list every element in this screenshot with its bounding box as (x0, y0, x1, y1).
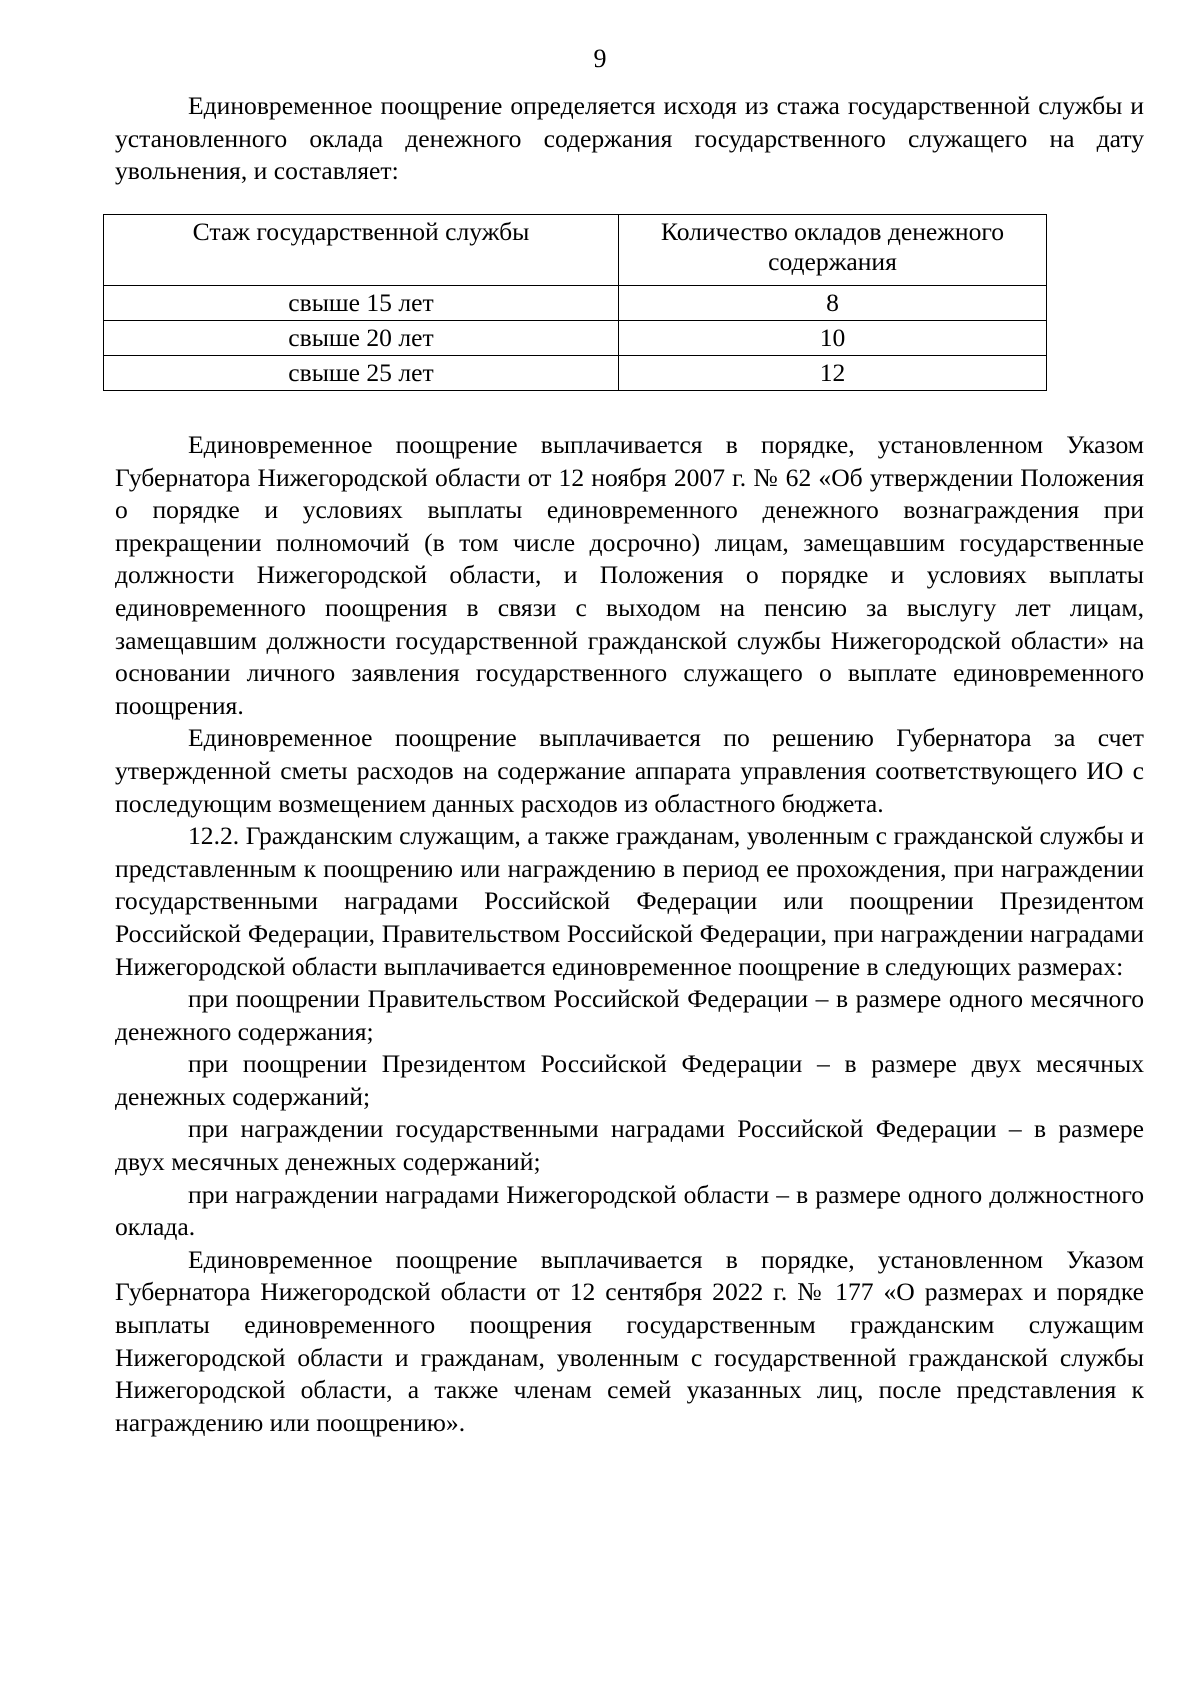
list-item: при награждении наградами Нижегородской области – в размере одного должностного оклада. (115, 1179, 1144, 1242)
salary-count-cell: 8 (619, 286, 1047, 321)
section-12-2-paragraph: 12.2. Гражданским служащим, а также гражданам, уволенным с гражданской службы и представленным к поощрению или награждению в период ее прохождения, при награждении государственными наградами Российской Федерации или поощрении Президентом Российской Федерации, Правительством Российской Федерации, при награждении наградами Нижегородской области выплачивается единовременное поощрение в следующих размерах: (115, 821, 1144, 981)
table-row (104, 356, 1047, 391)
salary-count-cell: 12 (619, 356, 1047, 391)
service-length-cell: свыше 20 лет (104, 321, 619, 356)
decree-2022-paragraph: Единовременное поощрение выплачивается в порядке, установленном Указом Губернатора Нижегородской области от 12 сентября 2022 г. № 177 «О размерах и порядке выплаты единовременного поощрения государственным гражданским служащим Нижегородской области и гражданам, уволенным с государственной гражданской службы Нижегородской области, а также членам семей указанных лиц, после представления к награждению или поощрению». (115, 1244, 1144, 1437)
service-length-cell: свыше 15 лет (104, 286, 619, 321)
payment-source-paragraph: Единовременное поощрение выплачивается по решению Губернатора за счет утвержденной сметы расходов на содержание аппарата управления соответствующего ИО с последующим возмещением данных расходов из областного бюджета. (115, 723, 1144, 818)
table-header-row (104, 215, 1047, 286)
main-text-block (115, 429, 1144, 1439)
column-header-salary-count: Количество окладов денежного содержания (619, 215, 1047, 286)
table-row (104, 321, 1047, 356)
decree-2007-paragraph: Единовременное поощрение выплачивается в порядке, установленном Указом Губернатора Нижегородской области от 12 ноября 2007 г. № 62 «Об утверждении Положения о порядке и условиях выплаты единовременного денежного вознаграждения при прекращении полномочий (в том числе досрочно) лицам, замещавшим государственные должности Нижегородской области, и Положения о порядке и условиях выплаты единовременного поощрения в связи с выходом на пенсию за выслугу лет лицам, замещавшим должности государственной гражданской службы Нижегородской области» на основании личного заявления государственного служащего о выплате единовременного поощрения. (115, 430, 1144, 720)
list-item: при награждении государственными наградами Российской Федерации – в размере двух месячных денежных содержаний; (115, 1114, 1144, 1177)
intro-paragraph: Единовременное поощрение определяется исходя из стажа государственной службы и установленного оклада денежного содержания государственного служащего на дату увольнения, и составляет: (115, 91, 1144, 186)
salary-count-cell: 10 (619, 321, 1047, 356)
column-header-service-length: Стаж государственной службы (104, 215, 619, 286)
service-length-table (103, 214, 1047, 391)
list-item: при поощрении Правительством Российской Федерации – в размере одного месячного денежного содержания; (115, 984, 1144, 1046)
list-item: при поощрении Президентом Российской Федерации – в размере двух месячных денежных содержаний; (115, 1049, 1144, 1111)
page-number: 9 (593, 44, 607, 73)
service-length-cell: свыше 25 лет (104, 356, 619, 391)
intro-block (115, 90, 1144, 188)
table-row (104, 286, 1047, 321)
